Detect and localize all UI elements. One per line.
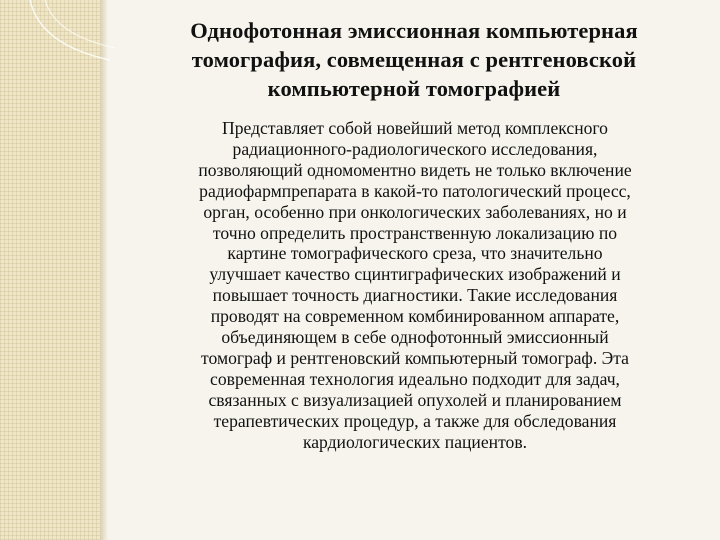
body-line: радиофармпрепарата в какой-то патологический процесс, — [199, 180, 631, 201]
body-line: терапевтических процедур, а также для обследования — [213, 410, 617, 431]
title-line: Однофотонная эмиссионная компьютерная — [190, 18, 638, 43]
body-line: томограф и рентгеновский компьютерный томограф. Эта — [201, 347, 629, 368]
body-line: проводят на современном комбинированном аппарате, — [210, 306, 620, 327]
body-line: кардиологических пациентов. — [302, 431, 528, 452]
body-line: позволяющий одномоментно видеть не только включение — [198, 159, 632, 180]
side-band-edge — [100, 0, 108, 540]
slide-title — [118, 16, 710, 103]
corner-arc-decoration — [0, 0, 120, 70]
body-line: картине томографического среза, что значительно — [227, 243, 603, 264]
slide-body-text — [130, 118, 700, 453]
body-line: радиационного-радиологического исследования, — [232, 138, 598, 159]
title-line: томография, совмещенная с рентгеновской — [191, 47, 637, 72]
body-line: современная технология идеально подходит для задач, — [210, 368, 620, 389]
body-line: Представляет собой новейший метод комплексного — [222, 118, 608, 138]
body-line: повышает точность диагностики. Такие исследования — [212, 285, 618, 306]
decorative-side-band — [0, 0, 100, 540]
body-line: связанных с визуализацией опухолей и планированием — [208, 389, 622, 410]
body-line: улучшает качество сцинтиграфических изображений и — [209, 264, 621, 285]
body-line: объединяющем в себе однофотонный эмиссионный — [221, 327, 609, 348]
body-line: точно определить пространственную локализацию по — [212, 222, 618, 243]
body-line: орган, особенно при онкологических заболеваниях, но и — [203, 201, 627, 222]
title-line: компьютерной томографией — [267, 76, 561, 101]
